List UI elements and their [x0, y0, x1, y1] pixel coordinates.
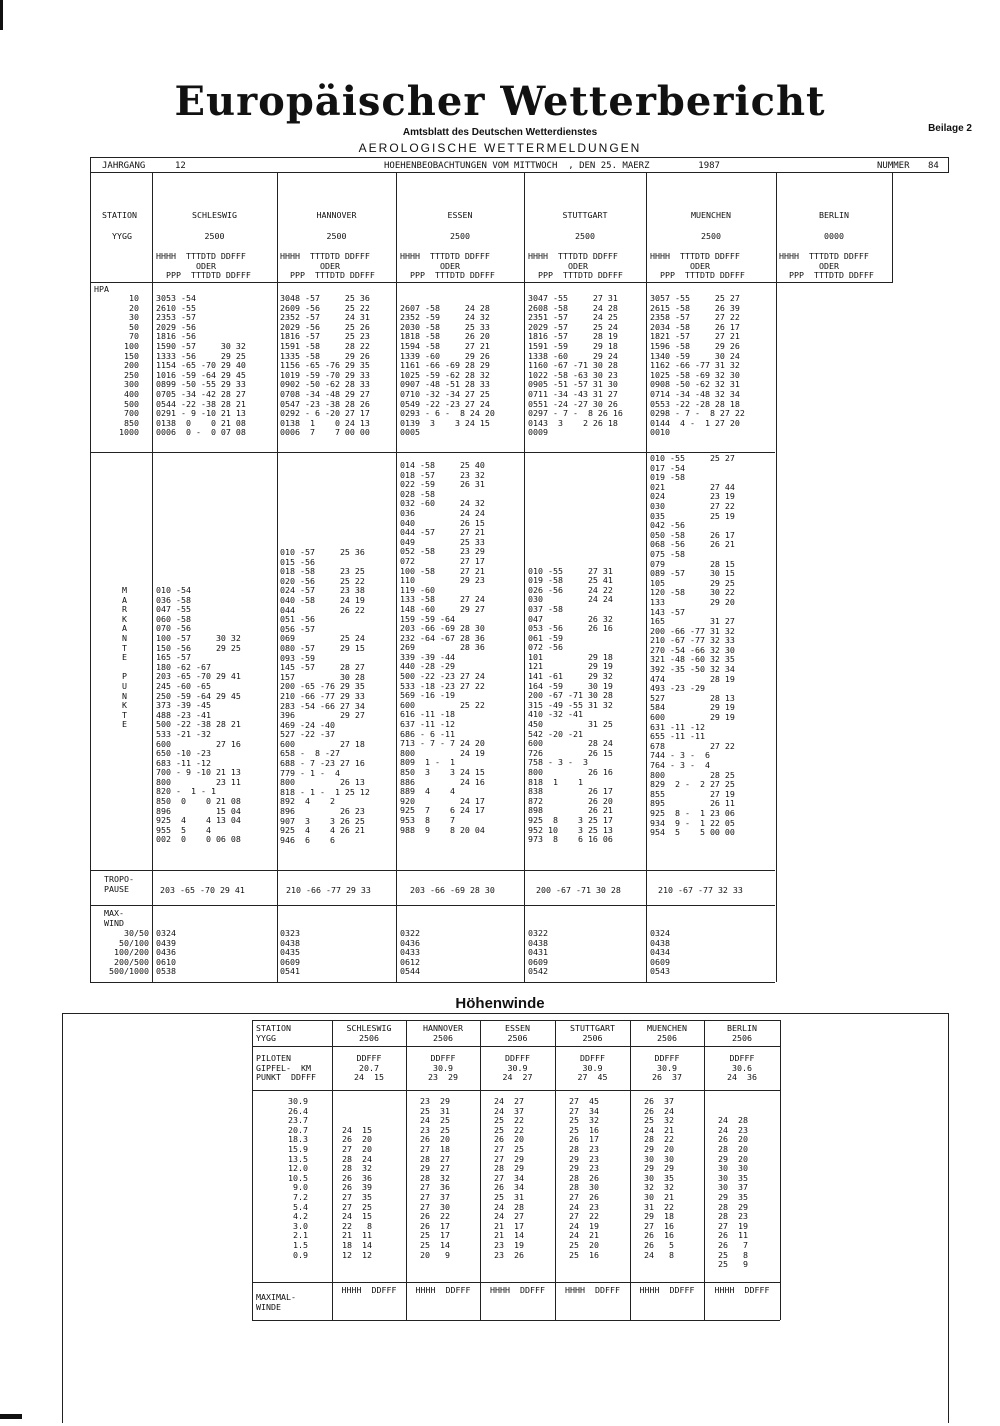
hw-yygg-schleswig: 2506 [359, 1033, 379, 1043]
hw-station-label: STATION YYGG [256, 1023, 291, 1043]
station-name-hannover: HANNOVER [316, 210, 357, 220]
col-divider-7 [892, 172, 893, 282]
hw-yygg-hannover: 2506 [433, 1033, 453, 1043]
table-left-border [90, 157, 91, 982]
hw-col-line-7 [780, 1020, 781, 1320]
hw-piloten-essen: DDFFF 30.9 24 27 [502, 1053, 533, 1083]
sig-data-hannover: 010 -57 25 36 015 -56 018 -58 23 25 020 -56 25 22 024 -57 23 38 040 -58 24 19 044 26 22 051 -56 056 -57 069 25 24 080 -57 29 15 093 -59 145 -57 28 27 157 30 28 200 -65 -76 29 35 210 -66 -77 29 33 283 -54 -66 27 34 396 29 27 469 -24 -40 527 -22 -37 600 27 18 658 - 8 -27 688 - 7 -23 27 16 779 - 1 - 4 800 26 13 818 - 1 - 1 25 12 892 4 2 896 26 23 907 3 3 26 25 925 4 4 26 21 946 6 6 [280, 547, 370, 845]
sig-data-muenchen: 010 -55 25 27 017 -54 019 -58 021 27 44 024 23 19 030 27 22 035 25 19 042 -56 050 -58 26 17 068 -56 26 21 075 -58 079 28 15 089 -57 30 15 105 29 25 120 -58 30 22 133 29 20 143 -57 165 31 27 200 -66 -77 31 32 210 -67 -77 32 33 270 -54 -66 32 30 321 -48 -60 32 35 392 -35 -50 32 34 474 28 19 493 -23 -29 527 28 13 584 29 19 600 29 19 631 -11 -12 655 -11 -11 678 27 22 744 - 3 - 6 764 - 3 - 4 800 28 25 829 2 - 2 27 25 855 27 19 895 26 11 925 8 - 1 23 06 934 9 - 1 22 05 954 5 5 00 00 [650, 453, 735, 838]
hw-col-schleswig: 24 15 26 20 27 20 28 24 28 32 26 36 26 39 27 35 27 25 24 15 22 8 21 11 18 14 12 12 [342, 1124, 372, 1260]
maxwind-schleswig: 0324 0439 0436 0610 0538 [156, 928, 176, 977]
tropo-top-rule [90, 870, 775, 871]
station-label: STATION [102, 210, 137, 220]
hw-yygg-stuttgart: 2506 [582, 1033, 603, 1043]
col-divider-2 [277, 172, 278, 982]
hw-piloten-stuttgart: DDFFF 30.9 27 45 [577, 1053, 608, 1083]
scan-mark-bottom [0, 1414, 22, 1419]
station-yygg-muenchen: 2500 [701, 231, 721, 241]
nummer-value: 84 [928, 161, 939, 171]
hoehenwinde-title: Höhenwinde [455, 995, 545, 1012]
hw-max-header-schleswig: HHHH DDFFF [341, 1285, 397, 1295]
col-divider-1 [152, 172, 153, 982]
tropo-schleswig: 203 -65 -70 29 41 [160, 885, 245, 895]
nummer-label: NUMMER [877, 161, 910, 171]
hw-max-header-essen: HHHH DDFFF [490, 1285, 545, 1295]
maxwind-levels: 30/50 50/100 100/200 200/500 500/1000 [109, 928, 149, 977]
table-bottom-rule [90, 982, 775, 983]
station-yygg-berlin: 0000 [824, 231, 844, 241]
yygg-label: YYGG [112, 231, 132, 241]
hw-grid-bottom [252, 1320, 780, 1321]
hw-left-border [62, 1013, 63, 1423]
col-header-hannover: HHHH TTTDTD DDFFF ODER PPP TTTDTD DDFFF [280, 251, 375, 281]
hw-piloten-hannover: DDFFF 30.9 23 29 [428, 1053, 458, 1083]
maxwind-hannover: 0323 0438 0435 0609 0541 [280, 928, 300, 977]
hw-piloten-schleswig: DDFFF 20.7 24 15 [354, 1053, 384, 1083]
hw-piloten-muenchen: DDFFF 30.9 26 37 [652, 1053, 682, 1083]
hw-station-muenchen: MUENCHEN [647, 1023, 687, 1033]
station-name-essen: ESSEN [447, 210, 473, 220]
hw-yygg-berlin: 2506 [732, 1033, 752, 1043]
header-right-border [948, 157, 949, 173]
tropo-essen: 203 -66 -69 28 30 [410, 885, 495, 895]
sig-data-schleswig: 010 -54 036 -58 047 -55 060 -58 070 -56 100 -57 30 32 150 -56 29 25 165 -57 180 -62 -67 203 -65 -70 29 41 245 -60 -65 250 -59 -64 29 45 373 -39 -45 488 -23 -41 500 -22 -38 28 21 533 -21 -32 600 27 16 650 -10 -23 683 -11 -12 700 - 9 -10 21 13 800 23 11 820 - 1 - 1 850 0 0 21 08 896 15 04 925 4 4 13 04 955 5 4 002 0 0 06 08 [156, 585, 241, 845]
hw-col-muenchen: 26 37 26 24 25 32 24 21 28 22 29 20 30 30 29 29 30 35 32 32 30 21 31 22 29 18 27 16 26 16 26 5 24 8 [644, 1096, 674, 1260]
hw-col-stuttgart: 27 45 27 34 25 32 25 16 26 17 28 23 29 23 29 23 28 26 28 30 27 26 24 23 27 22 24 19 24 21 25 20 25 16 [569, 1096, 599, 1260]
col-header-berlin: HHHH TTTDTD DDFFF ODER PPP TTTDTD DDFFF [779, 251, 874, 281]
hw-max-header-berlin: HHHH DDFFF [714, 1285, 770, 1295]
std-data-schleswig: 3053 -54 2610 -55 2353 -57 2029 -56 1816 -56 1590 -57 30 32 1333 -56 29 25 1154 -65 -70 29 40 1016 -59 -64 29 45 0899 -50 -55 29 33 0705 -34 -42 28 27 0544 -22 -38 28 21 0291 - 9 -10 21 13 0138 0 0 21 08 0006 0 - 0 07 08 [156, 293, 246, 438]
scan-mark-top [0, 0, 3, 30]
hw-piloten-berlin: DDFFF 30.6 24 36 [727, 1053, 757, 1083]
page-subtitle: Amtsblatt des Deutschen Wetterdienstes [402, 127, 598, 138]
hw-heights: 30.9 26.4 23.7 20.7 18.3 15.9 13.5 12.0 10.5 9.0 7.2 5.4 4.2 3.0 2.1 1.5 0.9 [288, 1096, 308, 1260]
jahrgang-value: 12 [175, 161, 186, 171]
tropo-hannover: 210 -66 -77 29 33 [286, 885, 371, 895]
sig-data-stuttgart: 010 -55 27 31 019 -58 25 41 026 -56 24 22 030 24 24 037 -58 047 26 32 053 -56 26 16 061 -59 072 -56 101 29 18 121 29 19 141 -61 29 32 164 -59 30 19 200 -67 -71 30 28 315 -49 -55 31 32 410 -32 -41 450 31 25 542 -20 -21 600 28 24 726 26 15 758 - 3 - 3 800 26 16 818 1 1 838 26 17 872 26 20 898 26 21 925 8 3 25 17 952 10 3 25 13 973 8 6 16 06 [528, 565, 613, 845]
std-data-hannover: 3048 -57 25 36 2609 -56 25 22 2352 -57 24 31 2029 -56 25 26 1816 -57 25 23 1591 -58 28 22 1335 -58 29 26 1156 -65 -76 29 35 1019 -59 -70 29 33 0902 -50 -62 28 33 0708 -34 -48 29 27 0547 -23 -38 28 26 0292 - 6 -20 27 17 0138 1 0 24 13 0006 7 7 00 00 [280, 293, 370, 438]
std-data-essen: 2607 -58 24 28 2352 -59 24 32 2030 -58 25 33 1818 -58 26 20 1594 -58 27 21 1339 -60 29 26 1161 -66 -69 28 29 1025 -59 -62 28 32 0907 -48 -51 28 33 0710 -32 -34 27 25 0549 -22 -23 27 24 0293 - 6 - 8 24 20 0139 3 3 24 15 0005 [400, 302, 495, 438]
page-title: Europäischer Wetterbericht [174, 78, 826, 125]
hw-top-rule [62, 1013, 949, 1014]
pressure-levels: 10 20 30 50 70 100 150 200 250 300 400 500 700 850 1000 [119, 293, 139, 438]
hw-col-line-0 [252, 1020, 253, 1320]
station-yygg-essen: 2500 [450, 231, 470, 241]
beilage-label: Beilage 2 [928, 123, 972, 134]
hw-station-stuttgart: STUTTGART [570, 1023, 615, 1033]
col-divider-3 [396, 172, 397, 982]
tropo-muenchen: 210 -67 -77 32 33 [658, 885, 743, 895]
col-header-essen: HHHH TTTDTD DDFFF ODER PPP TTTDTD DDFFF [400, 251, 495, 281]
header-top-line [90, 157, 948, 158]
std-data-stuttgart: 3047 -55 27 31 2608 -58 24 28 2351 -57 24 25 2029 -57 25 24 1816 -57 28 19 1591 -59 29 18 1338 -60 29 24 1160 -67 -71 30 28 1022 -58 -63 30 23 0905 -51 -57 31 30 0711 -34 -43 31 27 0551 -24 -27 30 26 0297 - 7 - 8 26 16 0143 3 2 26 18 0009 [528, 293, 623, 438]
col-divider-4 [524, 172, 525, 982]
hpa-label: HPA [94, 284, 109, 294]
hw-station-schleswig: SCHLESWIG [346, 1023, 392, 1033]
header-bottom-line [90, 172, 948, 173]
col-header-schleswig: HHHH TTTDTD DDFFF ODER PPP TTTDTD DDFFF [156, 251, 251, 281]
col-divider-5 [646, 172, 647, 982]
hw-piloten-label: PILOTEN GIPFEL- KM PUNKT DDFFF [256, 1053, 316, 1083]
col-header-muenchen: HHHH TTTDTD DDFFF ODER PPP TTTDTD DDFFF [650, 251, 745, 281]
hw-yygg-muenchen: 2506 [657, 1033, 677, 1043]
section-title: AEROLOGISCHE WETTERMELDUNGEN [358, 141, 642, 155]
merkte-punkte-label: M A R K A N T E P U N K T E [122, 585, 127, 730]
observation-date: HOEHENBEOBACHTUNGEN VOM MITTWOCH , DEN 25. MAERZ 1987 [384, 161, 720, 171]
hw-max-label: MAXIMAL- WINDE [256, 1292, 296, 1312]
tropo-bottom-rule [90, 905, 775, 906]
station-name-stuttgart: STUTTGART [562, 210, 608, 220]
col-divider-6 [776, 172, 777, 982]
hw-max-header-hannover: HHHH DDFFF [415, 1285, 471, 1295]
hw-col-essen: 24 27 24 37 25 22 25 22 26 20 27 25 27 29 28 29 27 34 26 34 25 31 24 28 24 27 21 17 21 14 23 19 23 26 [494, 1096, 524, 1260]
hw-col-berlin: 24 28 24 23 26 20 28 20 29 20 30 30 30 35 30 37 29 35 28 29 28 23 27 19 26 11 26 7 25 8 25 9 [718, 1115, 748, 1270]
hw-yygg-essen: 2506 [507, 1033, 528, 1043]
maxwind-stuttgart: 0322 0438 0431 0609 0542 [528, 928, 548, 977]
hw-max-header-stuttgart: HHHH DDFFF [565, 1285, 620, 1295]
hw-station-hannover: HANNOVER [423, 1023, 463, 1033]
station-name-schleswig: SCHLESWIG [192, 210, 237, 220]
station-yygg-hannover: 2500 [326, 231, 347, 241]
station-yygg-stuttgart: 2500 [575, 231, 595, 241]
col-header-stuttgart: HHHH TTTDTD DDFFF ODER PPP TTTDTD DDFFF [528, 251, 623, 281]
hw-station-essen: ESSEN [505, 1023, 530, 1033]
station-name-muenchen: MUENCHEN [691, 210, 731, 220]
header-rule [90, 282, 893, 283]
std-data-muenchen: 3057 -55 25 27 2615 -58 26 39 2358 -57 27 22 2034 -58 26 17 1821 -57 27 21 1596 -58 29 26 1340 -59 30 24 1162 -66 -77 31 32 1025 -58 -69 32 30 0908 -50 -62 32 31 0714 -34 -48 32 34 0553 -22 -28 28 18 0298 - 7 - 8 27 22 0144 4 - 1 27 20 0010 [650, 293, 745, 438]
hw-col-hannover: 23 29 25 31 24 25 23 25 26 20 27 18 28 27 29 27 28 32 27 36 27 37 27 30 26 22 26 17 25 17 25 14 20 9 [420, 1096, 450, 1260]
maxwind-essen: 0322 0436 0433 0612 0544 [400, 928, 420, 977]
station-yygg-schleswig: 2500 [204, 231, 225, 241]
maxwind-muenchen: 0324 0438 0434 0609 0543 [650, 928, 670, 977]
tropopause-label: TROPO- PAUSE [104, 874, 134, 894]
station-name-berlin: BERLIN [819, 210, 849, 220]
jahrgang-label: JAHRGANG [102, 161, 146, 171]
tropo-stuttgart: 200 -67 -71 30 28 [536, 885, 621, 895]
sig-data-essen: 014 -58 25 40 018 -57 23 32 022 -59 26 31 028 -58 032 -60 24 32 036 24 24 040 26 15 044 -57 27 21 049 25 33 052 -58 23 29 072 27 17 100 -58 27 21 110 29 23 119 -60 133 -58 27 24 148 -60 29 27 159 -59 -64 203 -66 -69 28 30 232 -64 -67 28 36 269 28 36 339 -39 -44 440 -28 -29 500 -22 -23 27 24 533 -18 -23 27 22 569 -16 -19 600 25 22 616 -11 -18 637 -11 -12 686 - 6 -11 713 - 7 - 7 24 20 800 24 19 809 1 - 1 850 3 3 24 15 886 24 16 889 4 4 920 24 17 925 7 6 24 17 953 8 7 988 9 8 20 04 [400, 460, 485, 835]
maxwind-label: MAX- WIND [104, 908, 124, 928]
hw-station-berlin: BERLIN [727, 1023, 757, 1033]
hw-max-header-muenchen: HHHH DDFFF [639, 1285, 695, 1295]
hw-right-border [948, 1013, 949, 1423]
